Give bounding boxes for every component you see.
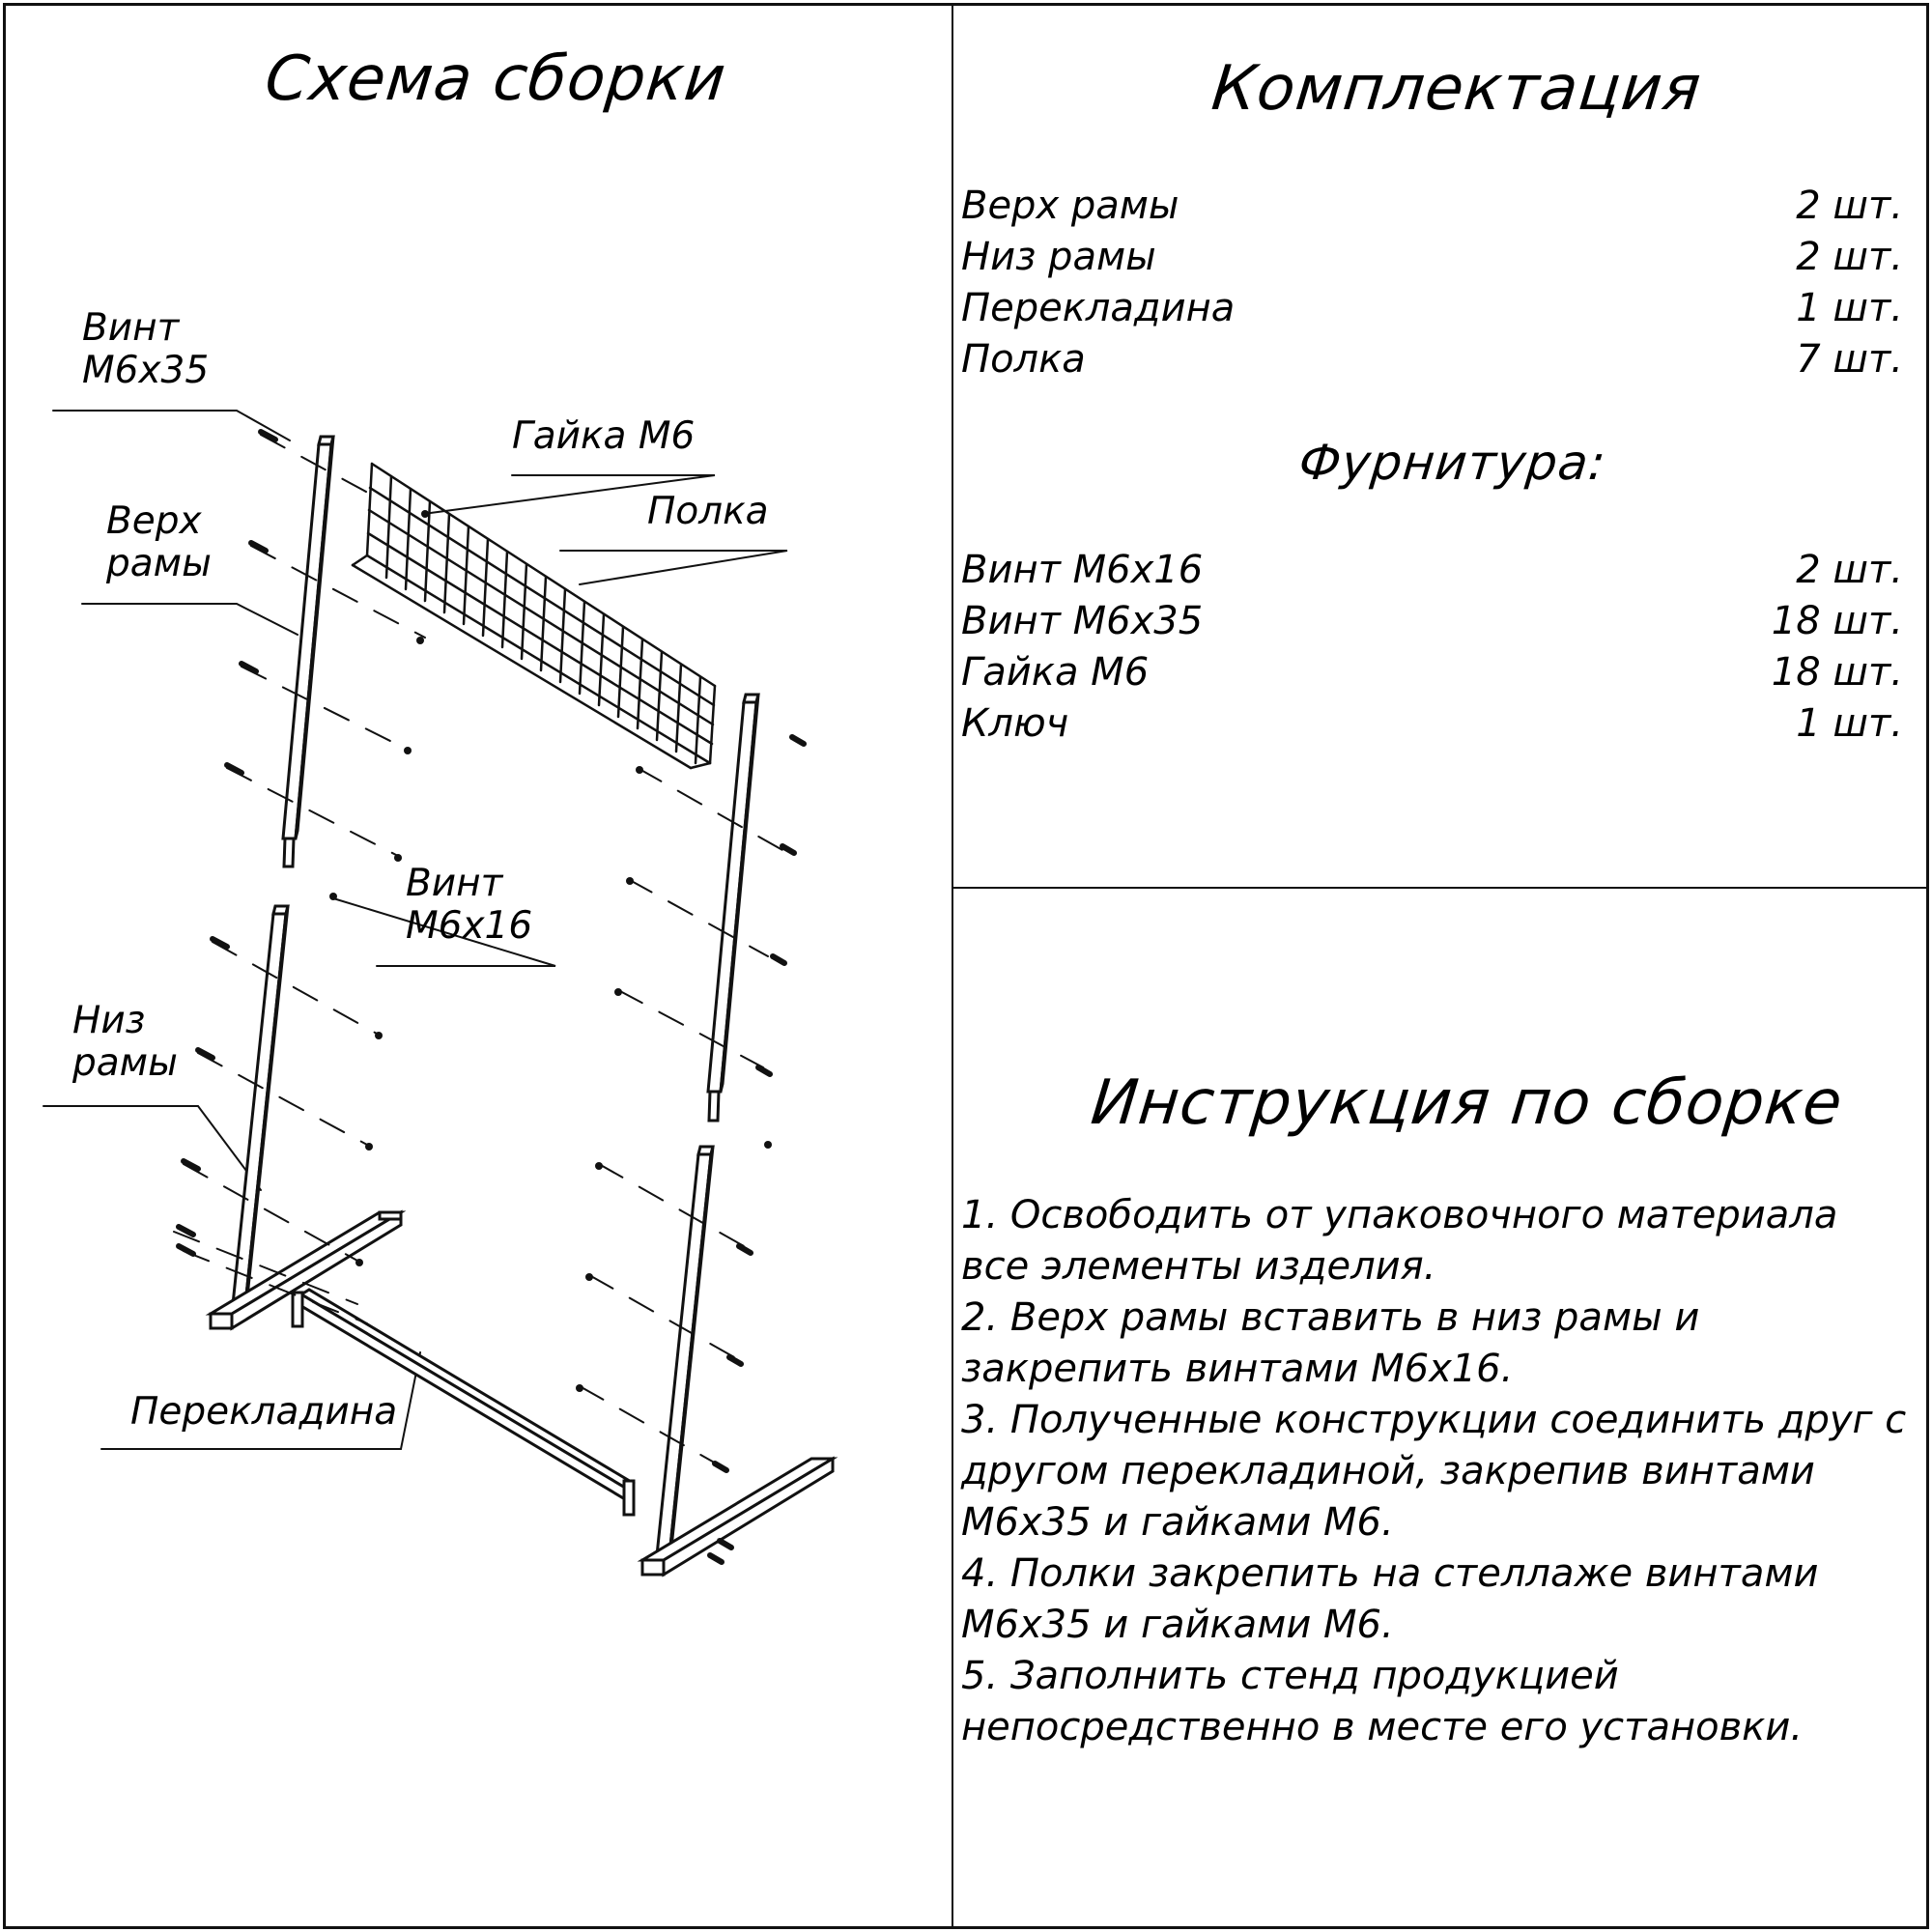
left-frame-bottom — [211, 906, 401, 1328]
right-frame-top — [708, 695, 758, 1121]
hardware-item — [961, 701, 1903, 746]
set-item — [961, 337, 1903, 382]
set-item-name: Верх рамы — [961, 184, 1179, 228]
callout-text: Низ — [72, 999, 146, 1042]
instructions-text — [961, 1190, 1918, 1753]
set-item — [961, 184, 1903, 228]
callout-screw-m6x35 — [82, 307, 209, 392]
callout-text: М6х16 — [406, 904, 533, 948]
instruction-step: 3. Полученные конструкции соединить друг с другом перекладиной, закрепив винтами М6х35 и гайками М6. — [961, 1398, 1907, 1545]
nuts — [329, 510, 772, 1392]
callout-text: Верх — [106, 499, 202, 543]
callout-frame-top — [106, 500, 212, 585]
hardware-item-name: Винт М6х16 — [961, 548, 1204, 592]
callout-text: рамы — [72, 1041, 178, 1085]
set-item — [961, 235, 1903, 279]
callout-text: Гайка М6 — [512, 414, 696, 458]
callout-frame-bottom — [72, 1000, 178, 1085]
instructions-title: Инструкция по сборке — [1088, 1067, 1847, 1139]
set-item-qty: 1 шт. — [1796, 286, 1903, 330]
hardware-item-qty: 18 шт. — [1771, 650, 1903, 695]
hardware-item — [961, 548, 1903, 592]
callout-text: рамы — [106, 542, 212, 585]
callout-text: Перекладина — [130, 1390, 398, 1434]
instruction-step: 5. Заполнить стенд продукцией непосредственно в месте его установки. — [961, 1654, 1804, 1749]
callout-text: Полка — [647, 490, 769, 533]
callout-nut-m6 — [512, 415, 695, 458]
set-item-name: Полка — [961, 337, 1086, 382]
callout-screw-m6x16 — [406, 863, 532, 948]
callout-text: Винт — [406, 862, 503, 905]
horizontal-divider — [952, 887, 1929, 889]
set-title: Комплектация — [1208, 53, 1705, 125]
hardware-item-qty: 2 шт. — [1796, 548, 1903, 592]
callout-text: Винт — [82, 306, 180, 350]
hardware-item — [961, 599, 1903, 643]
hardware-item-qty: 1 шт. — [1796, 701, 1903, 746]
hardware-item-name: Ключ — [961, 701, 1069, 746]
set-item-name: Низ рамы — [961, 235, 1156, 279]
set-item-qty: 7 шт. — [1796, 337, 1903, 382]
callout-crossbar — [130, 1391, 397, 1434]
assembly-scheme-title: Схема сборки — [262, 43, 730, 115]
left-frame-top — [283, 437, 333, 867]
hardware-item — [961, 650, 1903, 695]
callout-shelf — [647, 491, 769, 533]
hardware-item-name: Винт М6х35 — [961, 599, 1204, 643]
set-item — [961, 286, 1903, 330]
assembly-drawing — [0, 0, 952, 1932]
callout-text: М6х35 — [82, 349, 210, 392]
instruction-step: 4. Полки закрепить на стеллаже винтами М6х35 и гайками М6. — [961, 1551, 1819, 1647]
set-item-qty: 2 шт. — [1796, 235, 1903, 279]
hardware-item-qty: 18 шт. — [1771, 599, 1903, 643]
set-item-qty: 2 шт. — [1796, 184, 1903, 228]
instruction-step: 1. Освободить от упаковочного материала все элементы изделия. — [961, 1193, 1838, 1289]
hardware-title: Фурнитура: — [1295, 435, 1609, 491]
hardware-item-name: Гайка М6 — [961, 650, 1150, 695]
instruction-step: 2. Верх рамы вставить в низ рамы и закрепить винтами М6х16. — [961, 1295, 1700, 1391]
vertical-divider — [952, 3, 953, 1929]
set-item-name: Перекладина — [961, 286, 1236, 330]
